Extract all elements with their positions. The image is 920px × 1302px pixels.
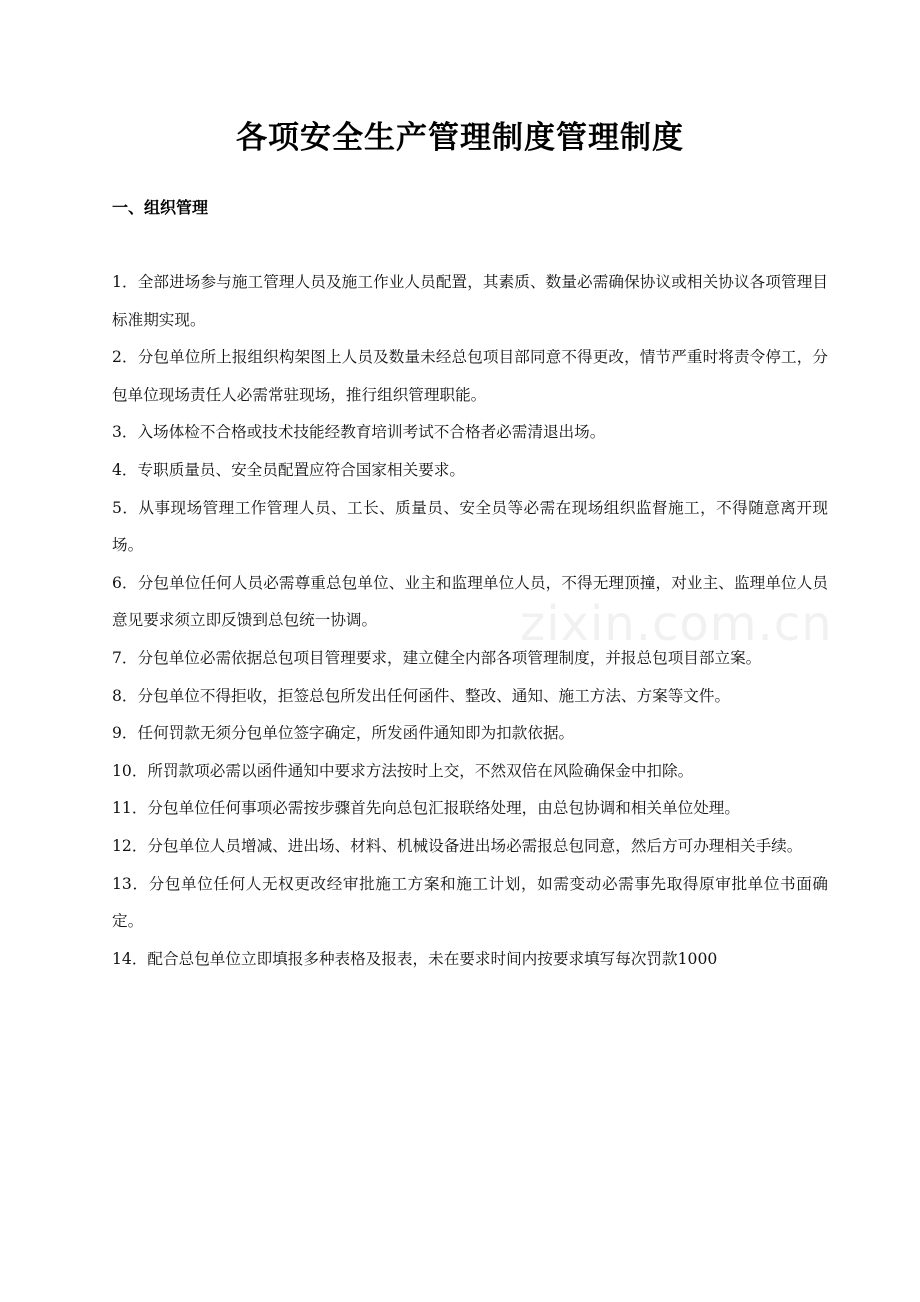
paragraph-14: 14．配合总包单位立即填报多种表格及报表，未在要求时间内按要求填写每次罚款1000 <box>112 949 718 968</box>
paragraph-6: 6．分包单位任何人员必需尊重总包单位、业主和监理单位人员，不得无理顶撞，对业主、监理单位人员意见要求须立即反馈到总包统一协调。 <box>112 573 828 630</box>
section-heading: 一、组织管理 <box>112 198 209 217</box>
paragraph-9: 9．任何罚款无须分包单位签字确定，所发函件通知即为扣款依据。 <box>112 724 575 743</box>
paragraph-7: 7．分包单位必需依据总包项目管理要求，建立健全内部各项管理制度，并报总包项目部立案。 <box>112 648 762 667</box>
paragraph-4: 4．专职质量员、安全员配置应符合国家相关要求。 <box>112 460 465 479</box>
paragraph-8: 8．分包单位不得拒收，拒签总包所发出任何函件、整改、通知、施工方法、方案等文件。 <box>112 686 731 705</box>
paragraph-2: 2．分包单位所上报组织构架图上人员及数量未经总包项目部同意不得更改，情节严重时将责令停工，分包单位现场责任人必需常驻现场，推行组织管理职能。 <box>112 348 828 404</box>
paragraph-1: 1．全部进场参与施工管理人员及施工作业人员配置，其素质、数量必需确保协议或相关协议各项管理目标准期实现。 <box>112 273 828 329</box>
watermark: zixin.com.cn <box>520 596 833 652</box>
page-title: 各项安全生产管理制度管理制度 <box>236 120 684 156</box>
paragraph-3: 3．入场体检不合格或技术技能经教育培训考试不合格者必需清退出场。 <box>112 423 606 442</box>
paragraph-10: 10．所罚款项必需以函件通知中要求方法按时上交，不然双倍在风险确保金中扣除。 <box>112 761 694 780</box>
document-body <box>112 264 828 978</box>
paragraph-13: 13．分包单位任何人无权更改经审批施工方案和施工计划，如需变动必需事先取得原审批单位书面确定。 <box>112 874 828 931</box>
paragraph-5: 5．从事现场管理工作管理人员、工长、质量员、安全员等必需在现场组织监督施工，不得随意离开现场。 <box>112 498 828 555</box>
paragraph-11: 11．分包单位任何事项必需按步骤首先向总包汇报联络处理，由总包协调和相关单位处理。 <box>112 799 740 818</box>
paragraph-12: 12．分包单位人员增减、进出场、材料、机械设备进出场必需报总包同意，然后方可办理相关手续。 <box>112 836 803 855</box>
